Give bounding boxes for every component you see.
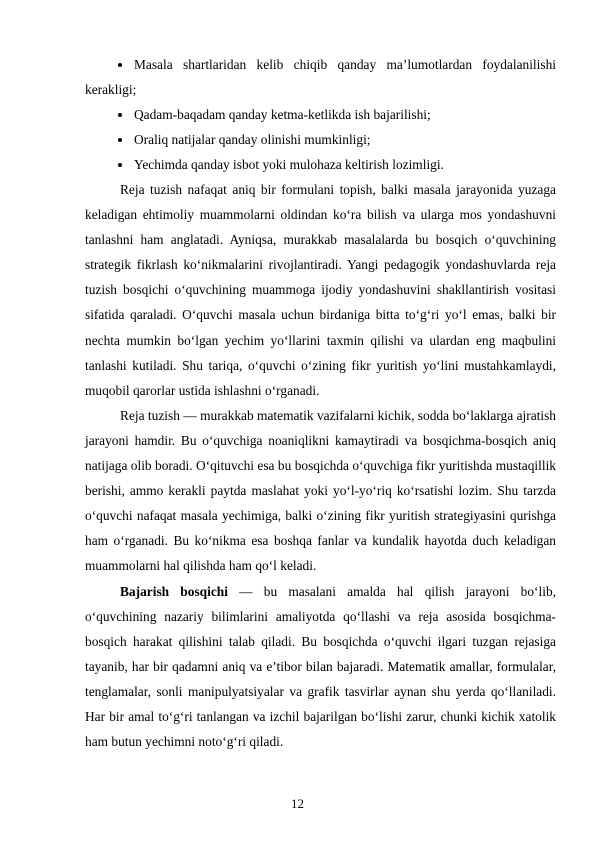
list-item-text: Yechimda qanday isbot yoki mulohaza keltirish lozimligi.: [134, 157, 444, 172]
paragraph-plan-decomposition: Reja tuzish — murakkab matematik vazifalarni kichik, sodda bo‘laklarga ajratish jarayoni hamdir. Bu o‘quvchiga noaniqlikni kamaytiradi va bosqichma-bosqich aniq natijaga olib boradi. O‘qituvchi esa bu bosqichda o‘quvchiga fikr yuritishda mustaqillik berishi, ammo kerakli paytda maslahat yoki yo‘l-yo‘riq ko‘rsatishi lozim. Shu tarzda o‘quvchi nafaqat masala yechimiga, balki o‘zining fikr yuritish strategiyasini qurishga ham o‘rganadi. Bu ko‘nikma esa boshqa fanlar va kundalik hayotda duch keladigan muammolarni hal qilishda ham qo‘l keladi.: [85, 407, 556, 574]
bullet-icon: [118, 163, 122, 167]
execution-text: — bu masalani amalda hal qilish jarayoni bo‘lib, o‘quvchining nazariy bilimlarini amaliyotda qo‘llashi va reja asosida bosqichma-bosqich harakat qilishini talab qiladi. Bu bosqichda o‘quvchi ilgari tuzgan rejasiga tayanib, har bir qadamni aniq va e’tibor bilan bajaradi. Matematik amallar, formulalar, tenglamalar, sonli manipulyatsiyalar va grafik tasvirlar aynan shu yerda qo‘llaniladi. Har bir amal to‘g‘ri tanlangan va izchil bajarilgan bo‘lishi zarur, chunki kichik xatolik ham butun yechimni noto‘g‘ri qiladi.: [85, 583, 556, 750]
page-number: 12: [291, 796, 304, 811]
execution-heading: Bajarish bosqichi: [120, 583, 228, 599]
bullet-icon: [118, 113, 122, 117]
list-item: [85, 102, 556, 127]
list-item: [85, 52, 556, 102]
list-item-text: Qadam-baqadam qanday ketma-ketlikda ish bajarilishi;: [134, 107, 431, 122]
paragraph-plan: Reja tuzish nafaqat aniq bir formulani topish, balki masala jarayonida yuzaga keladigan ehtimoliy muammolarni oldindan ko‘ra bilish va ularga mos yondashuvni tanlashni ham anglatadi. Ayniqsa, murakkab masalalarda bu bosqich o‘quvchining strategik fikrlash ko‘nikmalarini rivojlantiradi. Yangi pedagogik yondashuvlarda reja tuzish bosqichi o‘quvchining muammoga ijodiy yondashuvini shakllantirish vositasi sifatida qaraladi. O‘quvchi masala uchun birdaniga bitta to‘g‘ri yo‘l emas, balki bir nechta mumkin bo‘lgan yechim yo‘llarini taxmin qilishi va ulardan eng maqbulini tanlashi kutiladi. Shu tariqa, o‘quvchi o‘zining fikr yuritish yo‘lini mustahkamlaydi, muqobil qarorlar ustida ishlashni o‘rganadi.: [85, 182, 556, 398]
bullet-icon: [118, 138, 122, 142]
paragraph-execution: [85, 579, 556, 755]
bullet-list: [85, 52, 556, 177]
list-item-text: Masala shartlaridan kelib chiqib qanday ma’lumotlardan foydalanilishi kerakligi;: [85, 57, 556, 97]
bullet-icon: [118, 63, 122, 67]
list-item: [85, 152, 556, 177]
list-item-text: Oraliq natijalar qanday olinishi mumkinligi;: [134, 132, 371, 147]
list-item: [85, 127, 556, 152]
page-content: [85, 52, 556, 754]
